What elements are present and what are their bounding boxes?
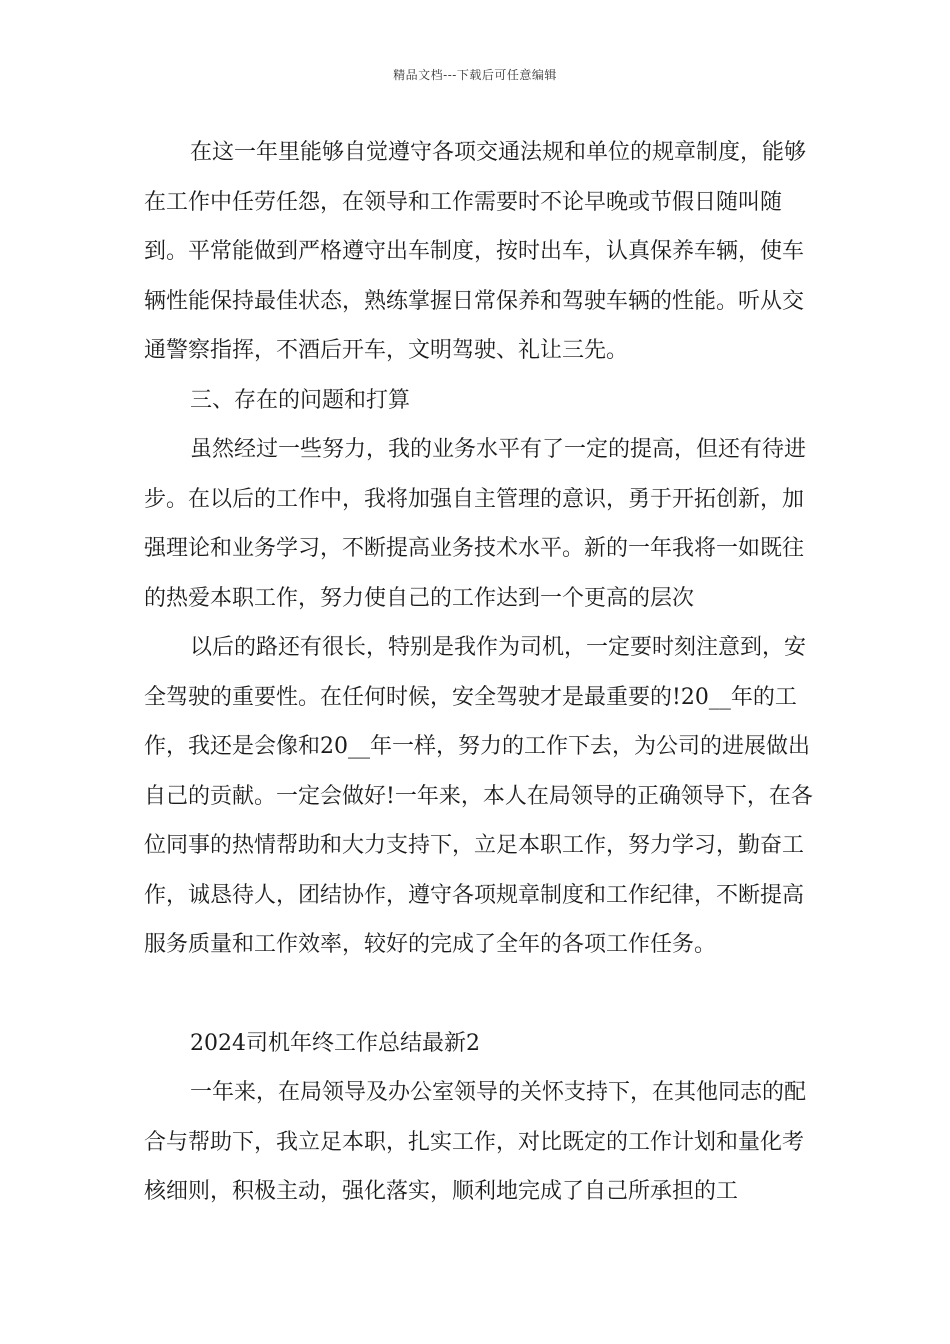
spacer [144,970,824,1019]
paragraph-plans: 虽然经过一些努力，我的业务水平有了一定的提高，但还有待进步。在以后的工作中，我将加强自主管理的意识，勇于开拓创新，加强理论和业务学习，不断提高业务技术水平。新的一年我将一如既往的热爱本职工作，努力使自己的工作达到一个更高的层次 [144,437,807,611]
page-header: 精品文档---下载后可任意编辑 [393,68,557,82]
paragraph-safety: 以后的路还有很长，特别是我作为司机，一定要时刻注意到，安全驾驶的重要性。在任何时候，安全驾驶才是最重要的!20__年的工作，我还是会像和20__年一样，努力的工作下去，为公司的进展做出自己的贡献。一定会做好!一年来，本人在局领导的正确领导下，在各位同事的热情帮助和大力支持下，立足本职工作，努力学习，勤奋工作，诚恳待人，团结协作，遵守各项规章制度和工作纪律，不断提高服务质量和工作效率，较好的完成了全年的各项工作任务。 [144,635,813,957]
article-title-2: 2024司机年终工作总结最新2 [190,1030,480,1056]
document-body [144,128,824,1217]
paragraph-year-summary: 一年来，在局领导及办公室领导的关怀支持下，在其他同志的配合与帮助下，我立足本职，扎实工作，对比既定的工作计划和量化考核细则，积极主动，强化落实，顺利地完成了自己所承担的工 [144,1080,807,1204]
paragraph-traffic-rules: 在这一年里能够自觉遵守各项交通法规和单位的规章制度，能够在工作中任劳任怨，在领导和工作需要时不论早晚或节假日随叫随到。平常能做到严格遵守出车制度，按时出车，认真保养车辆，使车辆性能保持最佳状态，熟练掌握日常保养和驾驶车辆的性能。听从交通警察指挥，不酒后开车，文明驾驶、礼让三先。 [144,140,807,363]
section-heading-problems: 三、存在的问题和打算 [190,387,411,413]
